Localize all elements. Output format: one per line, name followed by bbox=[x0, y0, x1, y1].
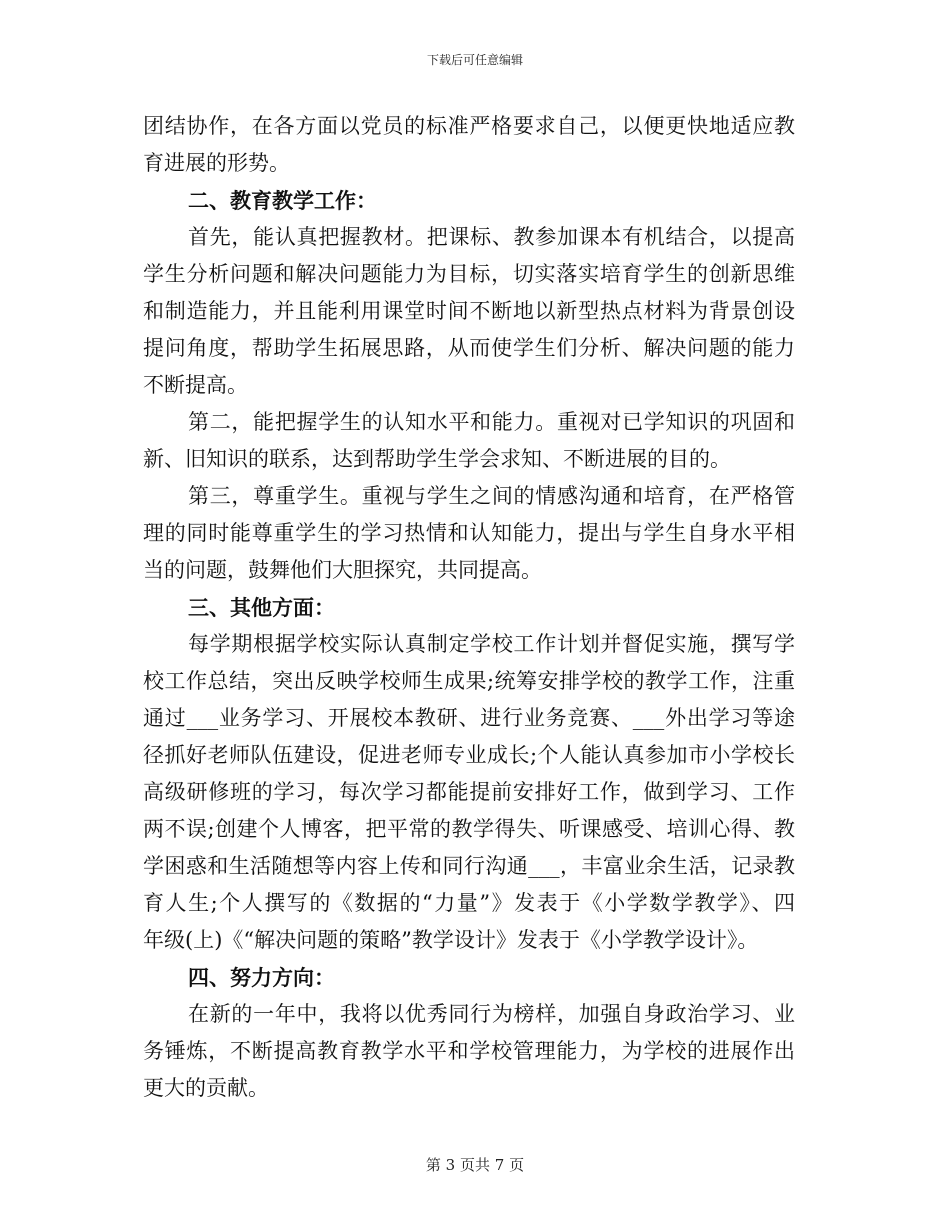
text-line: 和制造能力，并且能利用课堂时间不断地以新型热点材料为背景创设 bbox=[143, 299, 795, 323]
text-line: 年级(上)《“解决问题的策略”教学设计》发表于《小学教学设计》。 bbox=[143, 928, 759, 952]
text-line: 更大的贡献。 bbox=[143, 1076, 269, 1100]
paragraph-direction bbox=[143, 996, 795, 1107]
text-line: 务锤炼，不断提高教育教学水平和学校管理能力，为学校的进展作出 bbox=[143, 1039, 795, 1063]
section-heading: 二、教育教学工作： bbox=[188, 188, 377, 213]
paragraph-second bbox=[143, 404, 795, 478]
paragraph-other bbox=[143, 626, 795, 959]
text-line: 首先，能认真把握教材。把课标、教参加课本有机结合，以提高 bbox=[188, 225, 795, 249]
text-line: 校工作总结，突出反映学校师生成果;统筹安排学校的教学工作，注重 bbox=[143, 669, 795, 693]
text-line: 高级研修班的学习，每次学习都能提前安排好工作，做到学习、工作 bbox=[143, 780, 795, 804]
text-line: 育人生;个人撰写的《数据的“力量”》发表于《小学数学教学》、四 bbox=[143, 891, 795, 915]
text-line: 不断提高。 bbox=[143, 373, 248, 397]
page-number-footer: 第 3 页共 7 页 bbox=[425, 1156, 525, 1174]
section-heading: 四、努力方向： bbox=[188, 965, 335, 990]
text-line: 径抓好老师队伍建设，促进老师专业成长;个人能认真参加市小学校长 bbox=[143, 743, 795, 767]
page-header: 下载后可任意编辑 bbox=[426, 53, 523, 67]
text-line: 理的同时能尊重学生的学习热情和认知能力，提出与学生自身水平相 bbox=[143, 521, 795, 545]
paragraph-third bbox=[143, 478, 795, 589]
text-line: 第二，能把握学生的认知水平和能力。重视对已学知识的巩固和 bbox=[188, 410, 795, 434]
text-line: 提问角度，帮助学生拓展思路，从而使学生们分析、解决问题的能力 bbox=[143, 336, 795, 360]
document-body bbox=[143, 108, 795, 1107]
section-heading: 三、其他方面： bbox=[188, 595, 335, 620]
text-line: 通过___业务学习、开展校本教研、进行业务竞赛、___外出学习等途 bbox=[143, 706, 795, 730]
paragraph-continuation bbox=[143, 108, 795, 182]
section-heading-direction bbox=[143, 959, 795, 996]
text-line: 学困惑和生活随想等内容上传和同行沟通___，丰富业余生活，记录教 bbox=[143, 854, 795, 878]
text-line: 当的问题，鼓舞他们大胆探究，共同提高。 bbox=[143, 558, 542, 582]
text-line: 两不误;创建个人博客，把平常的教学得失、听课感受、培训心得、教 bbox=[143, 817, 795, 841]
section-heading-teaching bbox=[143, 182, 795, 219]
text-line: 学生分析问题和解决问题能力为目标，切实落实培育学生的创新思维 bbox=[143, 262, 795, 286]
text-line: 第三，尊重学生。重视与学生之间的情感沟通和培育，在严格管 bbox=[188, 484, 795, 508]
text-line: 育进展的形势。 bbox=[143, 151, 290, 175]
paragraph-first bbox=[143, 219, 795, 404]
text-line: 在新的一年中，我将以优秀同行为榜样，加强自身政治学习、业 bbox=[188, 1002, 795, 1026]
text-line: 每学期根据学校实际认真制定学校工作计划并督促实施，撰写学 bbox=[188, 632, 795, 656]
text-line: 新、旧知识的联系，达到帮助学生学会求知、不断进展的目的。 bbox=[143, 447, 731, 471]
section-heading-other bbox=[143, 589, 795, 626]
text-line: 团结协作，在各方面以党员的标准严格要求自己，以便更快地适应教 bbox=[143, 114, 795, 138]
